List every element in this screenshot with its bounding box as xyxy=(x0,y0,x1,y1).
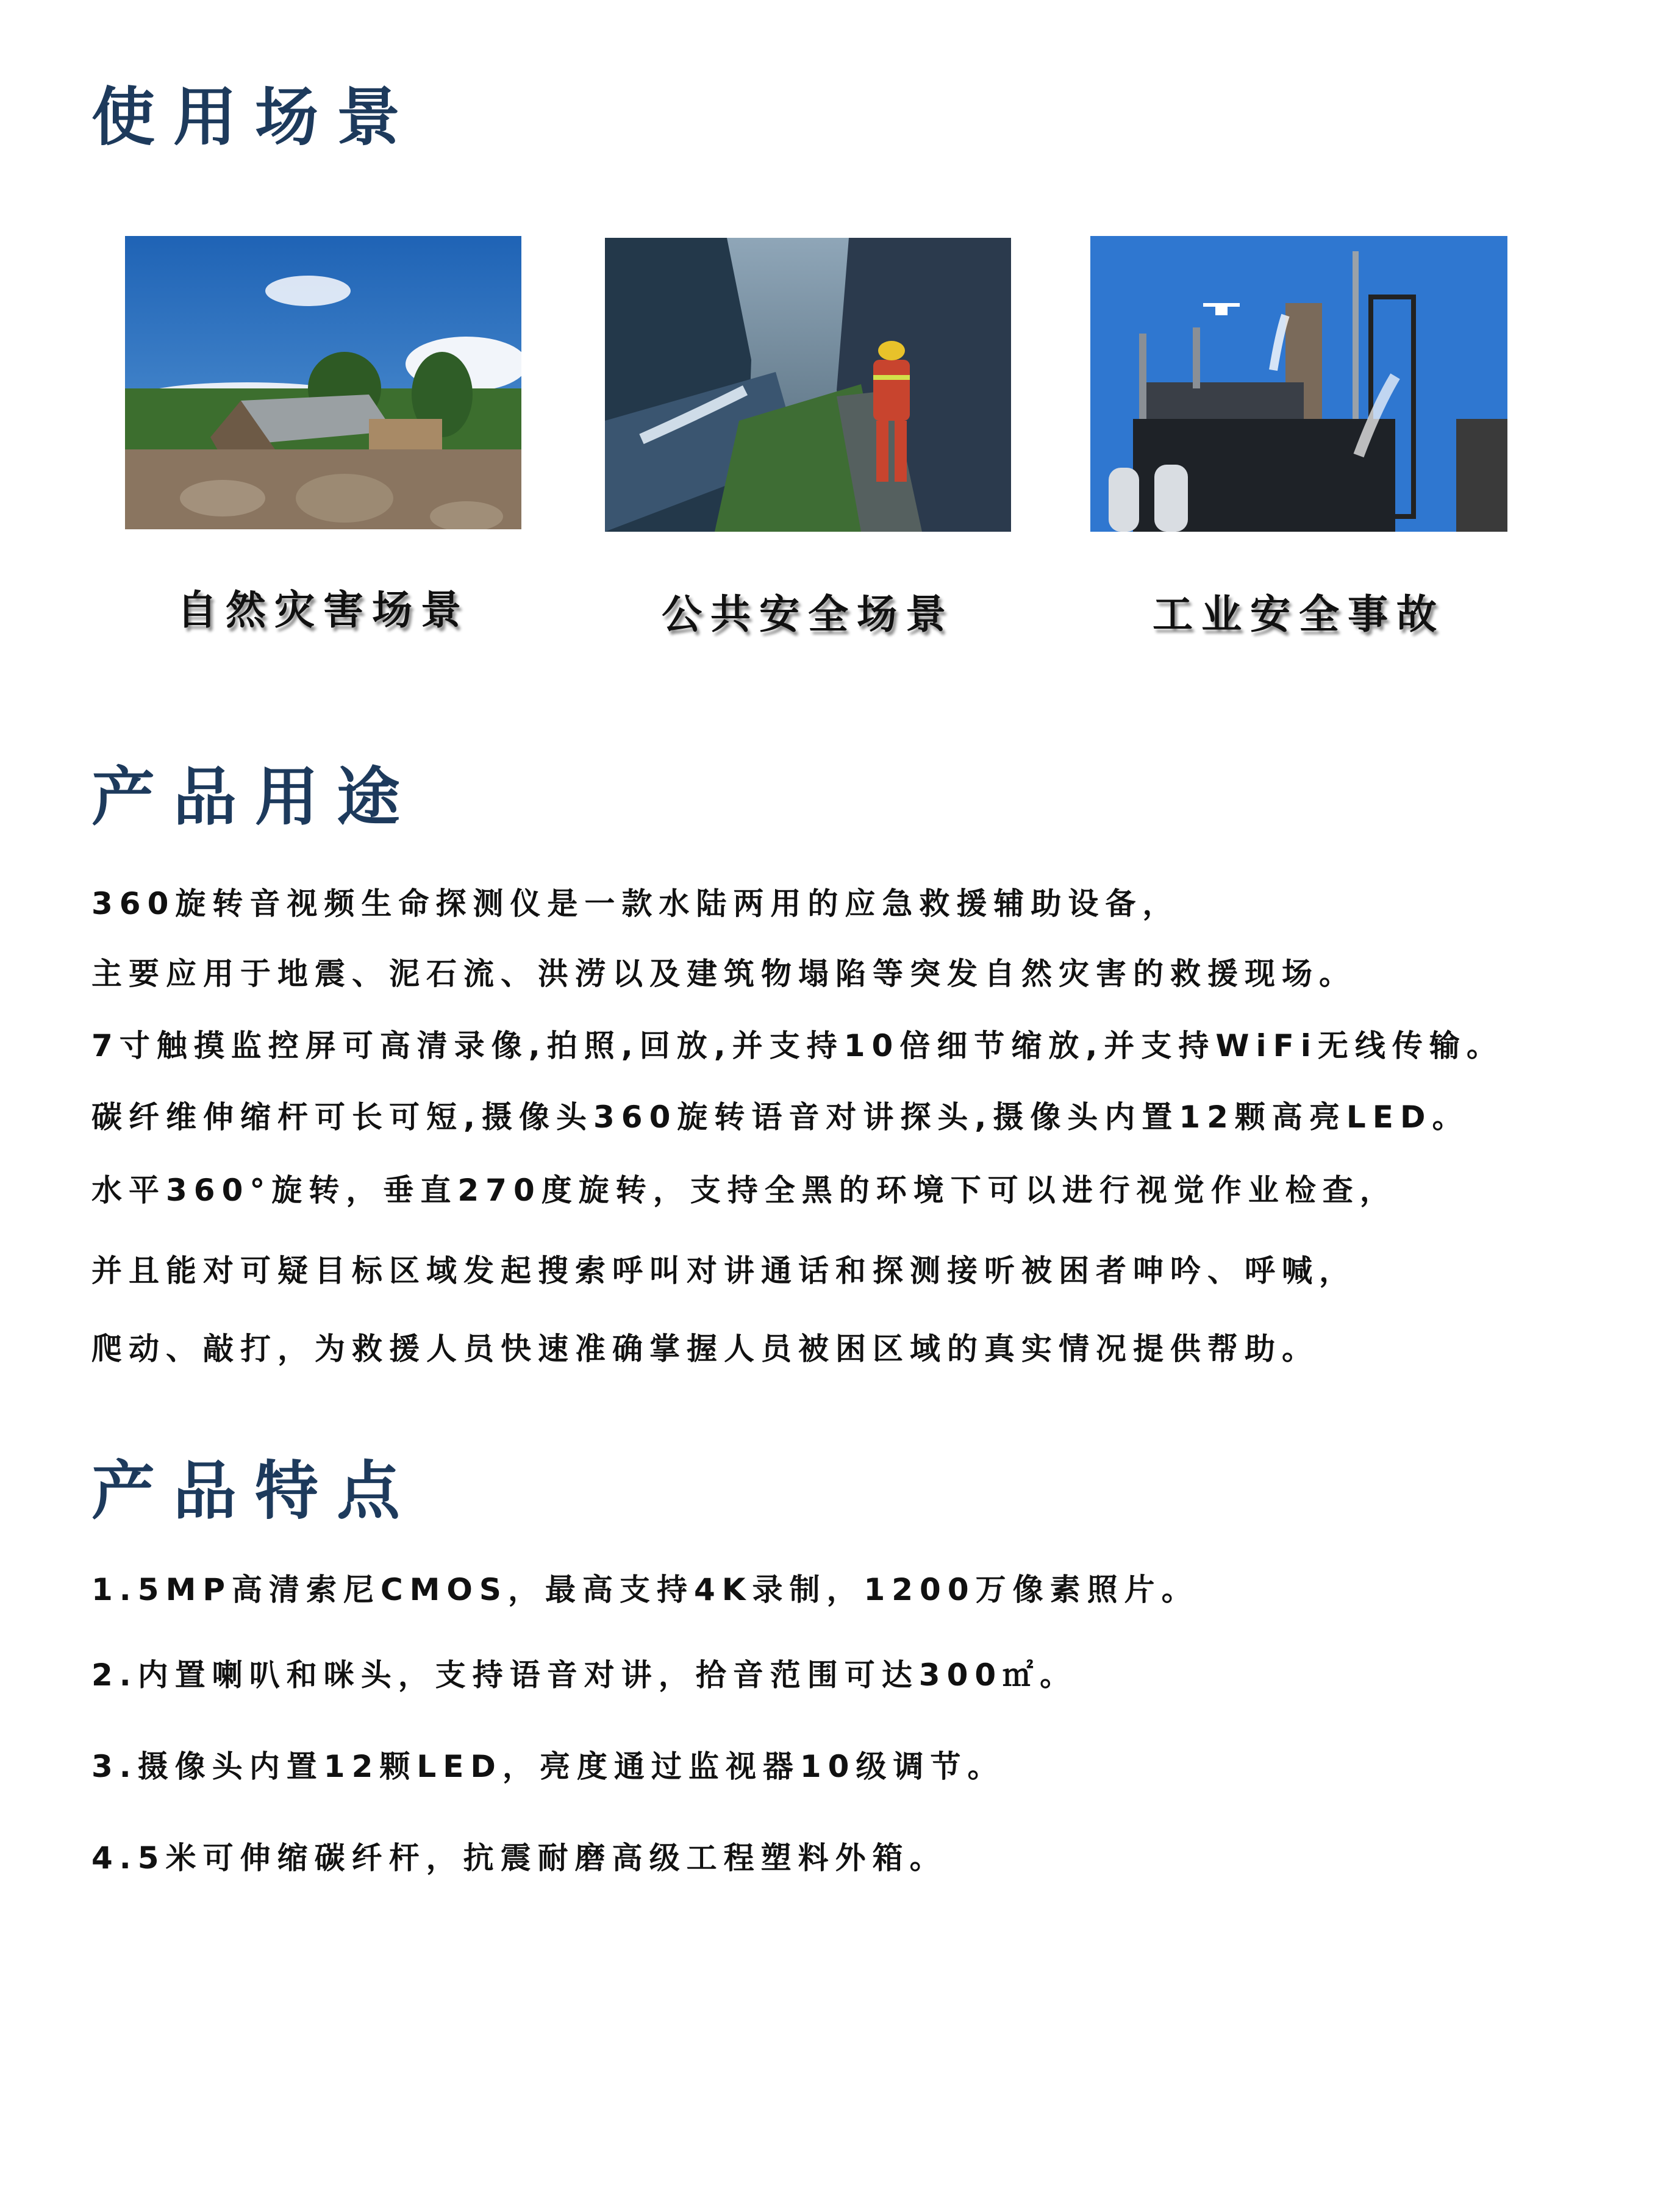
feature-item: 3.摄像头内置12颗LED，亮度通过监视器10级调节。 xyxy=(91,1749,1005,1784)
natural-disaster-image xyxy=(125,236,521,529)
product-use-title: 产品用途 xyxy=(91,760,419,834)
public-safety-image xyxy=(605,238,1011,532)
usage-scenarios-title: 使用场景 xyxy=(91,80,419,154)
product-use-line: 主要应用于地震、泥石流、洪涝以及建筑物塌陷等突发自然灾害的救援现场。 xyxy=(91,956,1356,991)
product-use-line: 360旋转音视频生命探测仪是一款水陆两用的应急救援辅助设备， xyxy=(91,886,1180,921)
feature-item: 1.5MP高清索尼CMOS，最高支持4K录制，1200万像素照片。 xyxy=(91,1572,1199,1607)
industrial-safety-caption: 工业安全事故 xyxy=(1153,591,1445,638)
product-use-line: 7寸触摸监控屏可高清录像,拍照,回放,并支持10倍细节缩放,并支持WiFi无线传输。 xyxy=(91,1028,1504,1063)
product-features-title: 产品特点 xyxy=(91,1454,419,1528)
natural-disaster-caption: 自然灾害场景 xyxy=(177,587,470,634)
product-use-line: 并且能对可疑目标区域发起搜索呼叫对讲通话和探测接听被困者呻吟、呼喊， xyxy=(91,1253,1356,1288)
feature-item: 4.5米可伸缩碳纤杆，抗震耐磨高级工程塑料外箱。 xyxy=(91,1840,947,1876)
feature-item: 2.内置喇叭和咪头，支持语音对讲，拾音范围可达300㎡。 xyxy=(91,1657,1078,1693)
product-use-line: 水平360°旋转，垂直270度旋转，支持全黑的环境下可以进行视觉作业检查， xyxy=(91,1173,1397,1208)
industrial-safety-image xyxy=(1090,236,1507,532)
product-use-line: 爬动、敲打，为救援人员快速准确掌握人员被困区域的真实情况提供帮助。 xyxy=(91,1331,1319,1367)
public-safety-caption: 公共安全场景 xyxy=(662,591,954,638)
product-use-line: 碳纤维伸缩杆可长可短,摄像头360旋转语音对讲探头,摄像头内置12颗高亮LED。 xyxy=(91,1099,1470,1135)
